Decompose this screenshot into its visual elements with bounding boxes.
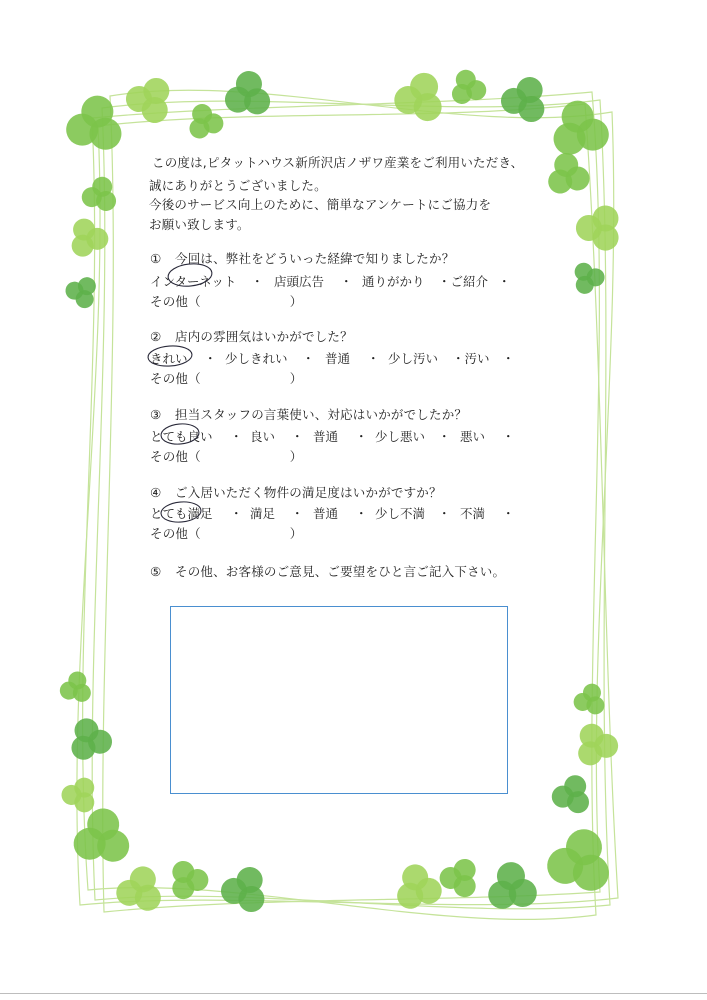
q3-option-bad[interactable]: 悪い: [460, 429, 486, 444]
clover-leaf: [446, 66, 488, 107]
q1-option-internet[interactable]: インターネット: [150, 274, 237, 289]
clover-leaf: [549, 769, 597, 816]
q2-separator: ・: [204, 351, 217, 366]
q4-separator: ・: [502, 506, 515, 521]
q4-separator: ・: [355, 506, 368, 521]
q4-option-dissatisfied[interactable]: 不満: [460, 506, 486, 521]
clover-leaf: [217, 859, 276, 917]
question-1-number: ①: [150, 251, 162, 266]
q3-separator: ・: [355, 429, 368, 444]
q3-option-good[interactable]: 良い: [250, 429, 276, 444]
q4-option-very-satisfied[interactable]: とても満足: [150, 506, 213, 521]
q4-separator: ・: [438, 506, 451, 521]
intro-line-1: この度は,ピタットハウス新所沢店ノザワ産業をご利用いただき、: [152, 155, 524, 170]
q4-separator: ・: [230, 506, 243, 521]
question-1-text: 今回は、弊社をどういった経緯で知りましたか？: [175, 251, 455, 266]
question-4-other[interactable]: その他（ ）: [150, 526, 303, 541]
question-2-number: ②: [150, 329, 162, 344]
clover-leaf: [547, 96, 611, 157]
clover-leaf: [121, 67, 182, 128]
question-2-text: 店内の雰囲気はいかがでした？: [175, 329, 353, 344]
clover-leaf: [544, 150, 592, 196]
question-4-number: ④: [150, 485, 162, 500]
clover-leaf: [80, 173, 122, 214]
question-2-other[interactable]: その他（ ）: [150, 371, 303, 386]
clover-leaf: [390, 65, 451, 125]
q2-separator: ・: [502, 351, 515, 366]
q1-option-passing-by[interactable]: 通りがかり: [362, 274, 425, 289]
q3-option-very-good[interactable]: とても良い: [150, 429, 213, 444]
q2-option-normal[interactable]: 普通: [325, 351, 351, 366]
q2-option-somewhat-clean[interactable]: 少しきれい: [225, 351, 288, 366]
q3-separator: ・: [291, 429, 304, 444]
q3-separator: ・: [438, 429, 451, 444]
clover-leaf: [224, 69, 273, 115]
q3-option-somewhat-bad[interactable]: 少し悪い: [375, 429, 426, 444]
clover-leaf: [182, 99, 226, 142]
scan-edge-bottom: [0, 993, 707, 994]
q1-separator: ・: [340, 274, 353, 289]
q4-option-satisfied[interactable]: 満足: [250, 506, 276, 521]
q2-option-dirty[interactable]: ・汚い: [452, 351, 490, 366]
q2-option-somewhat-dirty[interactable]: 少し汚い: [388, 351, 439, 366]
question-5-text: その他、お客様のご意見、ご要望をひと言ご記入下さい。: [175, 564, 506, 579]
q4-separator: ・: [291, 506, 304, 521]
question-5-number: ⑤: [150, 564, 162, 579]
clover-leaf: [58, 669, 94, 703]
q3-option-normal[interactable]: 普通: [313, 429, 339, 444]
intro-line-2: 誠にありがとうございました。: [149, 178, 327, 193]
q2-option-clean[interactable]: きれい: [150, 351, 188, 366]
intro-line-3: 今後のサービス向上のために、簡単なアンケートにご協力を: [149, 197, 492, 212]
q3-separator: ・: [502, 429, 515, 444]
question-4-text: ご入居いただく物件の満足度はいかがですか？: [175, 485, 442, 500]
intro-line-4: お願い致します。: [149, 217, 250, 232]
question-3-number: ③: [150, 407, 162, 422]
vine-border: [77, 90, 618, 919]
q2-separator: ・: [367, 351, 380, 366]
question-3-other[interactable]: その他（ ）: [150, 449, 303, 464]
q4-option-somewhat-dissatisfied[interactable]: 少し不満: [375, 506, 426, 521]
q1-separator: ・: [251, 274, 264, 289]
clover-leaf: [72, 806, 132, 863]
q3-separator: ・: [230, 429, 243, 444]
q4-option-normal[interactable]: 普通: [313, 506, 339, 521]
clover-leaf: [58, 770, 104, 816]
q1-separator: ・: [498, 274, 511, 289]
clover-leaf: [486, 860, 538, 910]
clover-leaf: [63, 712, 116, 763]
q2-separator: ・: [302, 351, 315, 366]
clover-leaf: [64, 91, 128, 152]
clover-leaf: [566, 255, 608, 297]
clover-leaf: [571, 196, 631, 255]
comment-box[interactable]: [170, 606, 508, 794]
clover-leaf: [436, 851, 487, 901]
q1-option-referral[interactable]: ・ご紹介: [438, 274, 489, 289]
clover-leaf: [161, 853, 212, 903]
clover-leaf: [568, 716, 622, 769]
q1-option-storefront-ad[interactable]: 店頭広告: [274, 274, 325, 289]
question-3-text: 担当スタッフの言葉使い、対応はいかがでしたか？: [175, 407, 468, 422]
question-1-other[interactable]: その他（ ）: [150, 294, 303, 309]
